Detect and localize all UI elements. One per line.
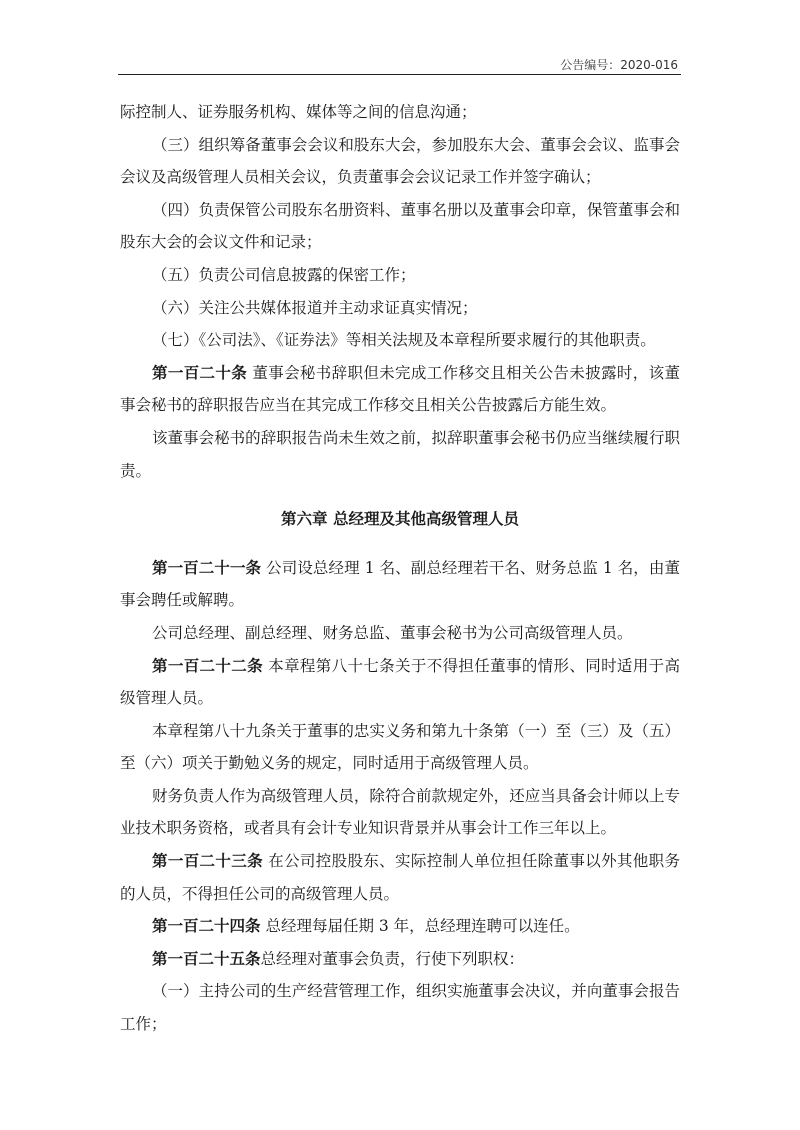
body-paragraph: （一）主持公司的生产经营管理工作，组织实施董事会决议，并向董事会报告工作；: [120, 982, 680, 1034]
body-paragraph: （七）《公司法》、《证券法》等相关法规及本章程所要求履行的其他职责。: [152, 331, 656, 350]
article-number: 第一百二十五条: [152, 948, 261, 968]
header-divider: [118, 74, 681, 75]
article-number: 第一百二十二条: [152, 655, 263, 675]
body-paragraph: 财务负责人作为高级管理人员，除符合前款规定外，还应当具备会计师以上专业技术职务资格，或者具有会计专业知识背景并从事会计工作三年以上。: [120, 786, 680, 838]
article-text: 公司设总经理 1 名、副总经理若干名、财务总监 1 名，由董事会聘任或解聘。: [120, 558, 680, 610]
body-paragraph: （四）负责保管公司股东名册资料、董事名册以及董事会印章，保管董事会和股东大会的会议文件和记录；: [120, 200, 680, 252]
article-paragraph: [120, 650, 680, 715]
article-text: 董事会秘书辞职但未完成工作移交且相关公告未披露时，该董事会秘书的辞职报告应当在其完成工作移交且相关公告披露后方能生效。: [120, 363, 680, 415]
article-number: 第一百二十三条: [152, 851, 263, 871]
announcement-number: 公告编号：2020-016: [560, 58, 678, 72]
body-paragraph: 公司总经理、副总经理、财务总监、董事会秘书为公司高级管理人员。: [152, 623, 633, 642]
article-number: 第一百二十一条: [152, 557, 262, 577]
article-paragraph: [120, 943, 680, 976]
article-text: 总经理对董事会负责，行使下列职权：: [260, 949, 525, 968]
article-number: 第一百二十条: [152, 362, 248, 382]
article-text: 总经理每届任期 3 年，总经理连聘可以连任。: [260, 917, 580, 936]
article-paragraph: [120, 552, 680, 617]
body-paragraph: （五）负责公司信息披露的保密工作；: [152, 265, 416, 284]
article-text: 本章程第八十七条关于不得担任董事的情形、同时适用于高级管理人员。: [120, 656, 680, 708]
body-paragraph: （三）组织筹备董事会会议和股东大会，参加股东大会、董事会会议、监事会会议及高级管理人员相关会议，负责董事会会议记录工作并签字确认；: [120, 135, 680, 187]
article-paragraph: [120, 910, 680, 943]
article-text: 在公司控股股东、实际控制人单位担任除董事以外其他职务的人员，不得担任公司的高级管理人员。: [120, 852, 680, 903]
body-paragraph: 本章程第八十九条关于董事的忠实义务和第九十条第（一）至（三）及（五）至（六）项关于勤勉义务的规定，同时适用于高级管理人员。: [120, 721, 680, 773]
document-body: [120, 96, 680, 1041]
body-paragraph: 际控制人、证券服务机构、媒体等之间的信息沟通；: [120, 103, 477, 121]
chapter-heading: 第六章 总经理及其他高级管理人员: [281, 509, 519, 529]
article-paragraph: [120, 845, 680, 910]
body-paragraph: 该董事会秘书的辞职报告尚未生效之前，拟辞职董事会秘书仍应当继续履行职责。: [120, 428, 680, 480]
article-number: 第一百二十四条: [152, 916, 261, 936]
article-paragraph: [120, 357, 680, 422]
body-paragraph: （六）关注公共媒体报道并主动求证真实情况；: [152, 298, 478, 317]
